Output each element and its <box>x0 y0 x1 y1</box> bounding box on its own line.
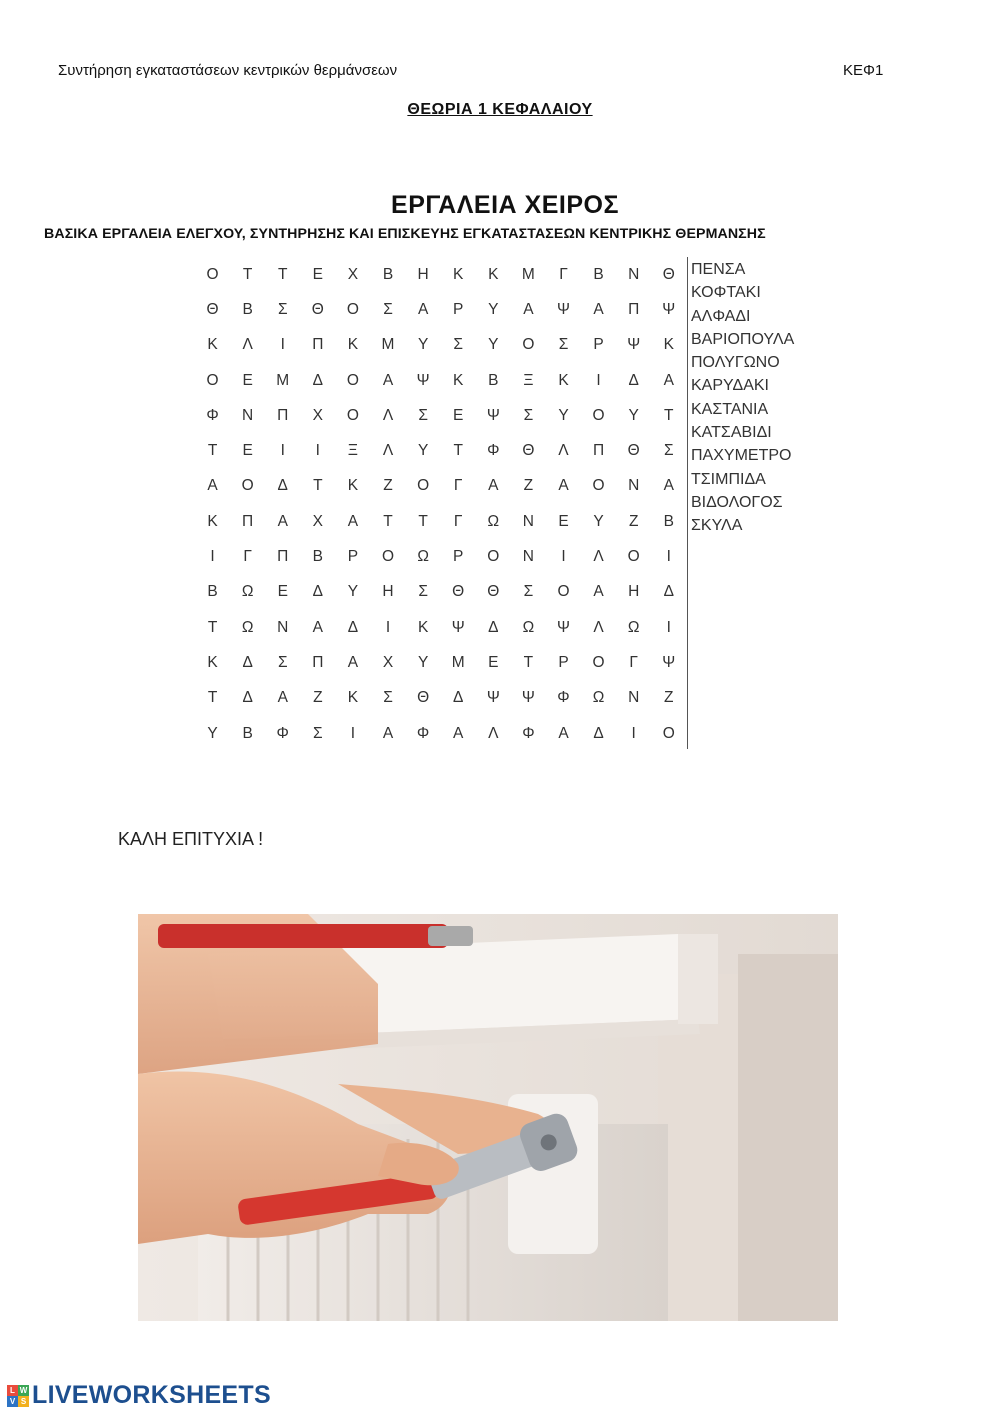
grid-cell[interactable]: Φ <box>522 724 535 742</box>
grid-cell[interactable]: Τ <box>664 406 674 424</box>
grid-cell[interactable]: Ε <box>488 653 499 671</box>
grid-cell[interactable]: Ι <box>210 548 215 566</box>
grid-cell[interactable]: Σ <box>277 300 288 318</box>
grid-cell[interactable]: Ο <box>592 477 605 495</box>
grid-cell[interactable]: Ν <box>628 265 640 283</box>
grid-cell[interactable]: Σ <box>383 689 393 707</box>
grid-cell[interactable]: Β <box>207 583 218 601</box>
grid-row <box>195 363 687 398</box>
grid-cell[interactable]: Κ <box>347 477 359 495</box>
grid-cell[interactable]: Ζ <box>664 689 674 707</box>
grid-cell[interactable]: Ε <box>277 583 288 601</box>
grid-cell[interactable]: Α <box>663 371 674 389</box>
grid-cell[interactable]: Σ <box>453 336 463 354</box>
grid-cell[interactable]: Κ <box>558 371 569 389</box>
grid-cell[interactable]: Α <box>523 300 534 318</box>
grid-cell[interactable]: Ι <box>596 371 601 389</box>
word-list-item: ΒΑΡΙΟΠΟΥΛΑ <box>691 330 795 348</box>
grid-cell[interactable]: Η <box>382 583 394 601</box>
grid-cell[interactable]: Σ <box>663 442 674 460</box>
grid-cell[interactable]: Ζ <box>383 477 393 495</box>
grid-cell[interactable]: Α <box>312 618 323 636</box>
grid-row <box>195 257 687 292</box>
grid-cell[interactable]: Ψ <box>486 689 500 707</box>
grid-cell[interactable]: Φ <box>206 406 219 424</box>
grid-cell[interactable]: Γ <box>453 477 463 495</box>
grid-cell[interactable]: Ε <box>242 442 253 460</box>
grid-cell[interactable]: Θ <box>452 583 465 601</box>
word-list-item: ΚΟΦΤΑΚΙ <box>691 284 761 302</box>
grid-cell[interactable]: Β <box>242 300 253 318</box>
grid-cell[interactable]: Ο <box>346 406 359 424</box>
grid-cell[interactable]: Τ <box>313 477 323 495</box>
grid-cell[interactable]: Υ <box>417 653 429 671</box>
grid-cell[interactable]: Τ <box>453 442 463 460</box>
grid-cell[interactable]: Χ <box>347 265 359 283</box>
grid-cell[interactable]: Θ <box>627 442 640 460</box>
word-list-item: ΒΙΔΟΛΟΓΟΣ <box>691 493 783 511</box>
grid-cell[interactable]: Ε <box>558 512 569 530</box>
word-list <box>691 258 794 538</box>
grid-cell[interactable]: Δ <box>277 477 288 495</box>
grid-cell[interactable]: Σ <box>523 406 534 424</box>
grid-cell[interactable]: Ι <box>280 442 285 460</box>
good-luck-text: ΚΑΛΗ ΕΠΙΤΥΧΙΑ ! <box>118 829 264 849</box>
grid-cell[interactable]: Ι <box>280 336 285 354</box>
word-list-item: ΠΟΛΥΓΩΝΟ <box>691 354 780 372</box>
grid-cell[interactable]: Κ <box>488 265 499 283</box>
grid-cell[interactable]: Α <box>558 724 569 742</box>
grid-cell[interactable]: Α <box>417 300 429 318</box>
grid-cell[interactable]: Α <box>277 689 288 707</box>
grid-cell[interactable]: Σ <box>313 724 323 742</box>
grid-cell[interactable]: Υ <box>347 583 359 601</box>
grid-cell[interactable]: Ι <box>315 442 320 460</box>
grid-cell[interactable]: Θ <box>311 300 324 318</box>
grid-cell[interactable]: Λ <box>242 336 253 354</box>
grid-cell[interactable]: Ο <box>346 371 359 389</box>
grid-cell[interactable]: Ι <box>385 618 391 636</box>
grid-cell[interactable]: Ο <box>417 477 430 495</box>
grid-cell[interactable]: Σ <box>418 406 428 424</box>
grid-cell[interactable]: Β <box>382 265 394 283</box>
grid-cell[interactable]: Ω <box>522 618 535 636</box>
logo-mark-tile: S <box>18 1396 29 1407</box>
grid-cell[interactable]: Α <box>558 477 569 495</box>
grid-cell[interactable]: Ν <box>277 618 289 636</box>
grid-cell[interactable]: Α <box>207 477 218 495</box>
word-list-item: ΠΑΧΥΜΕΤΡΟ <box>691 447 792 465</box>
grid-cell[interactable]: Φ <box>557 689 570 707</box>
header-chapter-label: ΚΕΦ1 <box>843 62 884 79</box>
grid-cell[interactable]: Α <box>453 724 464 742</box>
grid-cell[interactable]: Α <box>488 477 499 495</box>
grid-cell[interactable]: Ι <box>666 618 671 636</box>
word-list-item: ΑΛΦΑΔΙ <box>691 307 751 325</box>
grid-cell[interactable]: Ι <box>631 724 636 742</box>
logo-mark-tile: V <box>7 1396 18 1407</box>
grid-cell[interactable]: Ο <box>241 477 254 495</box>
grid-cell[interactable]: Β <box>593 265 604 283</box>
grid-cell[interactable]: Κ <box>453 265 464 283</box>
grid-cell[interactable]: Υ <box>593 512 604 530</box>
grid-cell[interactable]: Χ <box>312 512 323 530</box>
grid-cell[interactable]: Θ <box>417 689 430 707</box>
grid-cell[interactable]: Π <box>242 512 254 530</box>
grid-cell[interactable]: Π <box>592 442 605 460</box>
grid-cell[interactable]: Μ <box>381 336 395 354</box>
grid-cell[interactable]: Α <box>663 477 674 495</box>
grid-cell[interactable]: Ω <box>592 689 605 707</box>
grid-cell[interactable]: Ω <box>487 512 500 530</box>
grid-cell[interactable]: Ρ <box>347 548 359 566</box>
word-list-item: ΤΣΙΜΠΙΔΑ <box>691 470 766 488</box>
grid-cell[interactable]: Ρ <box>453 300 464 318</box>
grid-cell[interactable]: Υ <box>417 336 429 354</box>
grid-cell[interactable]: Α <box>347 512 359 530</box>
grid-cell[interactable]: Σ <box>523 583 534 601</box>
grid-cell[interactable]: Σ <box>558 336 569 354</box>
grid-cell[interactable]: Δ <box>347 618 359 636</box>
grid-cell[interactable]: Ω <box>417 548 429 566</box>
grid-cell[interactable]: Τ <box>207 442 218 460</box>
grid-cell[interactable]: Δ <box>488 618 499 636</box>
word-list-item: ΣΚΥΛΑ <box>691 517 743 535</box>
logo-mark-tile: L <box>7 1385 18 1396</box>
grid-cell[interactable]: Ο <box>627 548 640 566</box>
grid-cell[interactable]: Υ <box>488 336 499 354</box>
grid-cell[interactable]: Ω <box>241 583 254 601</box>
grid-cell[interactable]: Ξ <box>347 442 358 460</box>
grid-cell[interactable]: Ψ <box>416 371 430 389</box>
grid-divider <box>687 257 688 749</box>
grid-cell[interactable]: Β <box>663 512 674 530</box>
grid-cell[interactable]: Ι <box>350 724 356 742</box>
grid-cell[interactable]: Γ <box>629 653 638 671</box>
grid-cell[interactable]: Ψ <box>662 653 676 671</box>
grid-cell[interactable]: Η <box>417 265 429 283</box>
grid-cell[interactable]: Υ <box>628 406 639 424</box>
grid-cell[interactable]: Ο <box>522 336 535 354</box>
grid-cell[interactable]: Α <box>382 371 394 389</box>
grid-cell[interactable]: Κ <box>347 689 359 707</box>
grid-cell[interactable]: Ν <box>522 512 534 530</box>
grid-cell[interactable]: Μ <box>521 265 535 283</box>
grid-cell[interactable]: Ο <box>487 548 500 566</box>
grid-cell[interactable]: Ψ <box>662 300 676 318</box>
word-list-item: ΚΑΡΥΔΑΚΙ <box>691 377 769 395</box>
grid-row <box>195 645 687 680</box>
grid-cell[interactable]: Ω <box>627 618 640 636</box>
grid-cell[interactable]: Τ <box>242 265 253 283</box>
grid-cell[interactable]: Π <box>277 548 289 566</box>
word-search-grid[interactable] <box>195 257 687 751</box>
grid-cell[interactable]: Ρ <box>453 548 464 566</box>
grid-cell[interactable]: Μ <box>276 371 290 389</box>
grid-cell[interactable]: Δ <box>312 583 323 601</box>
word-list-item: ΚΑΤΣΑΒΙΔΙ <box>691 424 772 442</box>
grid-row <box>195 539 687 574</box>
grid-cell[interactable]: Ν <box>628 689 640 707</box>
grid-cell[interactable]: Π <box>628 300 640 318</box>
grid-cell[interactable]: Λ <box>593 548 604 566</box>
grid-row <box>195 328 687 363</box>
grid-cell[interactable]: Ο <box>557 583 570 601</box>
grid-cell[interactable]: Κ <box>207 336 218 354</box>
grid-cell[interactable]: Α <box>347 653 359 671</box>
worksheet-title: ΕΡΓΑΛΕΙΑ ΧΕΙΡΟΣ <box>391 191 619 219</box>
grid-cell[interactable]: Ν <box>522 548 534 566</box>
grid-cell[interactable]: Ο <box>206 371 219 389</box>
grid-cell[interactable]: Δ <box>242 653 253 671</box>
word-list-item: ΚΑΣΤΑΝΙΑ <box>691 400 769 418</box>
grid-cell[interactable]: Ι <box>561 548 566 566</box>
grid-cell[interactable]: Ζ <box>313 689 323 707</box>
grid-cell[interactable]: Σ <box>418 583 428 601</box>
grid-cell[interactable]: Σ <box>383 300 393 318</box>
grid-cell[interactable]: Λ <box>593 618 604 636</box>
grid-cell[interactable]: Ζ <box>628 512 639 530</box>
grid-cell[interactable]: Λ <box>558 442 569 460</box>
grid-cell[interactable]: Δ <box>453 689 464 707</box>
grid-cell[interactable]: Κ <box>663 336 674 354</box>
photo-illustration <box>138 914 838 1321</box>
grid-cell[interactable]: Θ <box>206 300 219 318</box>
grid-cell[interactable]: Α <box>593 300 604 318</box>
logo-mark-icon <box>7 1385 29 1407</box>
grid-cell[interactable]: Ε <box>312 265 323 283</box>
grid-cell[interactable]: Υ <box>488 300 499 318</box>
grid-cell[interactable]: Η <box>628 583 640 601</box>
grid-cell[interactable]: Ζ <box>523 477 534 495</box>
grid-cell[interactable]: Χ <box>382 653 394 671</box>
header-course-title: Συντήρηση εγκαταστάσεων κεντρικών θερμάνσεων <box>58 62 398 79</box>
grid-cell[interactable]: Ξ <box>523 371 534 389</box>
grid-cell[interactable]: Υ <box>207 724 218 742</box>
grid-cell[interactable]: Ν <box>628 477 640 495</box>
grid-cell[interactable]: Ε <box>242 371 253 389</box>
grid-cell[interactable]: Π <box>312 336 324 354</box>
grid-cell[interactable]: Τ <box>418 512 428 530</box>
grid-cell[interactable]: Γ <box>559 265 568 283</box>
grid-cell[interactable]: Ψ <box>557 618 570 636</box>
grid-cell[interactable]: Μ <box>451 653 465 671</box>
grid-cell[interactable]: Π <box>277 406 289 424</box>
grid-cell[interactable]: Υ <box>558 406 569 424</box>
grid-cell[interactable]: Π <box>312 653 324 671</box>
grid-row <box>195 469 687 504</box>
grid-row <box>195 575 687 610</box>
grid-cell[interactable]: Δ <box>628 371 639 389</box>
grid-cell[interactable]: Σ <box>277 653 288 671</box>
grid-cell[interactable]: Ο <box>346 300 359 318</box>
grid-cell[interactable]: Δ <box>242 689 253 707</box>
grid-cell[interactable]: Τ <box>278 265 288 283</box>
theory-title: ΘΕΩΡΙΑ 1 ΚΕΦΑΛΑΙΟΥ <box>407 101 593 118</box>
grid-cell[interactable]: Β <box>312 548 323 566</box>
grid-cell[interactable]: Φ <box>416 724 430 742</box>
grid-cell[interactable]: Υ <box>417 442 429 460</box>
grid-row <box>195 292 687 327</box>
grid-cell[interactable]: Λ <box>382 442 394 460</box>
logo-text: LIVEWORKSHEETS <box>32 1381 271 1409</box>
grid-cell[interactable]: Ρ <box>558 653 569 671</box>
grid-cell[interactable]: Ψ <box>627 336 641 354</box>
grid-cell[interactable]: Κ <box>207 512 218 530</box>
grid-row <box>195 433 687 468</box>
grid-cell[interactable]: Λ <box>382 406 394 424</box>
grid-row <box>195 504 687 539</box>
grid-cell[interactable]: Κ <box>347 336 359 354</box>
grid-cell[interactable]: Ο <box>206 265 219 283</box>
liveworksheets-logo[interactable] <box>7 1381 271 1410</box>
grid-row <box>195 716 687 751</box>
grid-cell[interactable]: Τ <box>523 653 534 671</box>
grid-cell[interactable]: Ω <box>241 618 254 636</box>
grid-cell[interactable]: Ψ <box>486 406 500 424</box>
grid-cell[interactable]: Κ <box>453 371 464 389</box>
grid-cell[interactable]: Ε <box>453 406 464 424</box>
grid-row <box>195 398 687 433</box>
grid-cell[interactable]: Α <box>593 583 604 601</box>
grid-cell[interactable]: Κ <box>417 618 429 636</box>
grid-cell[interactable]: Τ <box>207 689 218 707</box>
grid-cell[interactable]: Θ <box>522 442 535 460</box>
grid-cell[interactable]: Κ <box>207 653 218 671</box>
grid-cell[interactable]: Λ <box>488 724 499 742</box>
grid-cell[interactable]: Γ <box>243 548 252 566</box>
grid-cell[interactable]: Τ <box>383 512 393 530</box>
grid-cell[interactable]: Α <box>382 724 394 742</box>
grid-cell[interactable]: Δ <box>663 583 674 601</box>
grid-row <box>195 610 687 645</box>
grid-cell[interactable]: Ψ <box>557 300 570 318</box>
grid-cell[interactable]: Τ <box>207 618 218 636</box>
grid-cell[interactable]: Β <box>242 724 253 742</box>
grid-cell[interactable]: Α <box>277 512 288 530</box>
grid-cell[interactable]: Φ <box>487 442 500 460</box>
grid-cell[interactable]: Φ <box>276 724 289 742</box>
grid-cell[interactable]: Ρ <box>593 336 604 354</box>
grid-cell[interactable]: Ι <box>666 548 671 566</box>
grid-cell[interactable]: Ν <box>242 406 254 424</box>
grid-cell[interactable]: Ο <box>381 548 395 566</box>
grid-cell[interactable]: Χ <box>312 406 323 424</box>
grid-row <box>195 681 687 716</box>
worksheet-subtitle: ΒΑΣΙΚΑ ΕΡΓΑΛΕΙΑ ΕΛΕΓΧΟΥ, ΣΥΝΤΗΡΗΣΗΣ ΚΑΙ ΕΠΙΣΚΕΥΗΣ ΕΓΚΑΤΑΣΤΑΣΕΩΝ ΚΕΝΤΡΙΚΗΣ ΘΕΡΜΑΝΣΗΣ <box>44 226 766 242</box>
grid-cell[interactable]: Ο <box>662 724 675 742</box>
word-list-item: ΠΕΝΣΑ <box>691 261 746 278</box>
grid-cell[interactable]: Δ <box>312 371 323 389</box>
grid-cell[interactable]: Ο <box>592 406 605 424</box>
grid-cell[interactable]: Θ <box>662 265 675 283</box>
grid-cell[interactable]: Θ <box>487 583 500 601</box>
grid-cell[interactable]: Ψ <box>451 618 465 636</box>
grid-cell[interactable]: Γ <box>453 512 463 530</box>
grid-cell[interactable]: Δ <box>593 724 604 742</box>
logo-mark-tile: W <box>19 1385 28 1395</box>
grid-cell[interactable]: Ο <box>592 653 605 671</box>
grid-cell[interactable]: Ψ <box>521 689 535 707</box>
pliers-on-radiator-photo <box>138 914 838 1321</box>
grid-cell[interactable]: Β <box>488 371 499 389</box>
